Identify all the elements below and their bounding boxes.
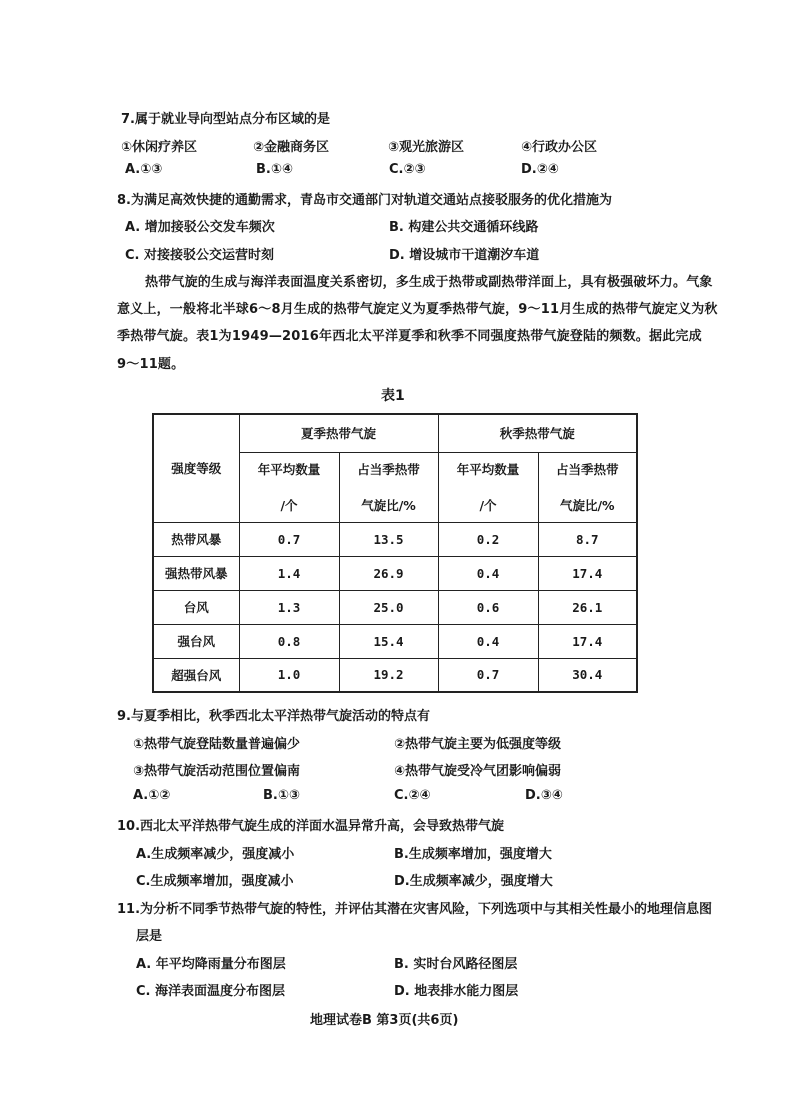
table-row — [153, 624, 637, 658]
q8-option-b: B. 构建公共交通循环线路 — [389, 220, 539, 235]
q7-option-d: D.②④ — [521, 162, 559, 177]
q9-option-a: A.①② — [133, 788, 171, 803]
cell-value: 1.3 — [239, 590, 339, 624]
cell-value: 0.7 — [239, 522, 339, 556]
q11-option-a: A. 年平均降雨量分布图层 — [136, 957, 286, 972]
passage-line-1: 热带气旋的生成与海洋表面温度关系密切，多生成于热带或副热带洋面上，具有极强破坏力。气象 — [145, 275, 713, 290]
passage-line-3: 季热带气旋。表1为1949—2016年西北太平洋夏季和秋季不同强度热带气旋登陆的频数。据此完成 — [117, 329, 702, 344]
subheader-summer-count: 年平均数量 /个 — [239, 452, 339, 522]
cell-value: 0.4 — [438, 624, 538, 658]
header-autumn: 秋季热带气旋 — [438, 414, 637, 452]
q11-stem-line-2: 层是 — [136, 929, 163, 944]
q7-item-4: ④行政办公区 — [521, 140, 598, 155]
cell-value: 1.4 — [239, 556, 339, 590]
header-summer: 夏季热带气旋 — [239, 414, 438, 452]
cell-value: 17.4 — [538, 556, 637, 590]
cell-value: 13.5 — [339, 522, 438, 556]
q11-stem-line-1: 11.为分析不同季节热带气旋的特性，并评估其潜在灾害风险，下列选项中与其相关性最小的地理信息图 — [117, 902, 713, 917]
cell-value: 0.6 — [438, 590, 538, 624]
q10-stem: 10.西北太平洋热带气旋生成的洋面水温异常升高，会导致热带气旋 — [117, 819, 505, 834]
q7-item-3: ③观光旅游区 — [388, 140, 465, 155]
cell-value: 26.9 — [339, 556, 438, 590]
cell-value: 8.7 — [538, 522, 637, 556]
q10-option-b: B.生成频率增加，强度增大 — [394, 847, 552, 862]
cell-value: 1.0 — [239, 658, 339, 692]
row-level: 热带风暴 — [153, 522, 239, 556]
passage-line-2: 意义上，一般将北半球6～8月生成的热带气旋定义为夏季热带气旋，9～11月生成的热带气旋定义为秋 — [117, 302, 718, 317]
row-level: 强热带风暴 — [153, 556, 239, 590]
row-level: 超强台风 — [153, 658, 239, 692]
row-level: 台风 — [153, 590, 239, 624]
q10-option-a: A.生成频率减少，强度减小 — [136, 847, 295, 862]
q9-option-d: D.③④ — [525, 788, 563, 803]
q9-item-2: ②热带气旋主要为低强度等级 — [394, 737, 562, 752]
cell-value: 26.1 — [538, 590, 637, 624]
cell-value: 15.4 — [339, 624, 438, 658]
table-row — [153, 556, 637, 590]
subheader-autumn-ratio: 占当季热带 气旋比/% — [538, 452, 637, 522]
subheader-autumn-count: 年平均数量 /个 — [438, 452, 538, 522]
page-footer: 地理试卷B 第3页(共6页) — [310, 1013, 459, 1028]
cell-value: 25.0 — [339, 590, 438, 624]
q11-option-c: C. 海洋表面温度分布图层 — [136, 984, 286, 999]
q9-option-c: C.②④ — [394, 788, 431, 803]
q11-option-d: D. 地表排水能力图层 — [394, 984, 519, 999]
row-level: 强台风 — [153, 624, 239, 658]
cell-value: 0.7 — [438, 658, 538, 692]
q9-item-4: ④热带气旋受冷气团影响偏弱 — [394, 764, 562, 779]
q7-item-2: ②金融商务区 — [253, 140, 330, 155]
q10-option-c: C.生成频率增加，强度减小 — [136, 874, 294, 889]
cell-value: 0.8 — [239, 624, 339, 658]
table-row — [153, 658, 637, 692]
q9-stem: 9.与夏季相比，秋季西北太平洋热带气旋活动的特点有 — [117, 709, 430, 724]
passage-line-4: 9～11题。 — [117, 357, 185, 372]
data-table — [152, 413, 638, 693]
q8-stem: 8.为满足高效快捷的通勤需求，青岛市交通部门对轨道交通站点接驳服务的优化措施为 — [117, 193, 612, 208]
q8-option-a: A. 增加接驳公交发车频次 — [125, 220, 275, 235]
q7-option-c: C.②③ — [389, 162, 426, 177]
cell-value: 0.4 — [438, 556, 538, 590]
cell-value: 0.2 — [438, 522, 538, 556]
q7-option-a: A.①③ — [125, 162, 163, 177]
q9-item-3: ③热带气旋活动范围位置偏南 — [133, 764, 301, 779]
q8-option-c: C. 对接接驳公交运营时刻 — [125, 248, 275, 263]
table-row — [153, 590, 637, 624]
q7-stem: 7.属于就业导向型站点分布区域的是 — [121, 112, 330, 127]
header-intensity-level: 强度等级 — [153, 414, 239, 522]
table-row — [153, 522, 637, 556]
subheader-summer-ratio: 占当季热带 气旋比/% — [339, 452, 438, 522]
table-caption: 表1 — [381, 388, 405, 404]
q8-option-d: D. 增设城市干道潮汐车道 — [389, 248, 540, 263]
cell-value: 30.4 — [538, 658, 637, 692]
q11-option-b: B. 实时台风路径图层 — [394, 957, 518, 972]
q7-option-b: B.①④ — [256, 162, 293, 177]
q9-item-1: ①热带气旋登陆数量普遍偏少 — [133, 737, 301, 752]
q9-option-b: B.①③ — [263, 788, 300, 803]
q10-option-d: D.生成频率减少，强度增大 — [394, 874, 553, 889]
cell-value: 19.2 — [339, 658, 438, 692]
cell-value: 17.4 — [538, 624, 637, 658]
q7-item-1: ①休闲疗养区 — [121, 140, 198, 155]
